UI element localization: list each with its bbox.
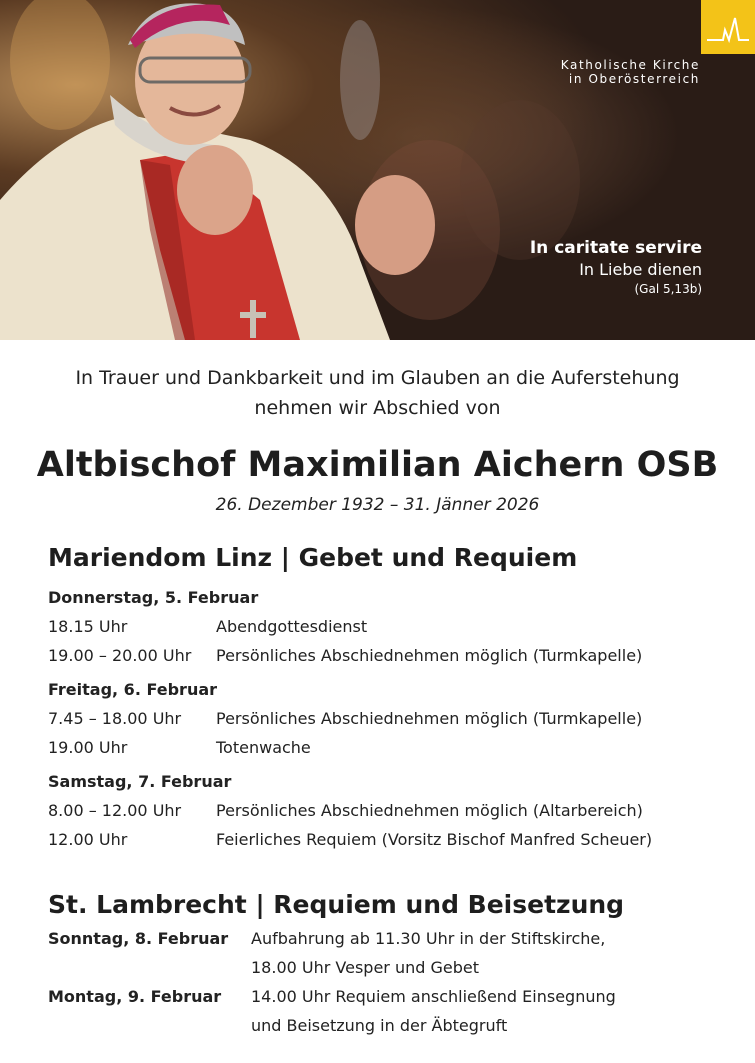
day-label: Sonntag, 8. Februar xyxy=(48,929,229,948)
schedule-day xyxy=(48,768,755,854)
schedule-time: 8.00 – 12.00 Uhr xyxy=(48,801,182,820)
schedule-row xyxy=(48,733,755,762)
day-label: Donnerstag, 5. Februar xyxy=(48,588,259,607)
motto xyxy=(530,237,702,297)
schedule-day xyxy=(48,676,755,762)
day-label: Samstag, 7. Februar xyxy=(48,772,232,791)
section-lambrecht xyxy=(0,888,755,1040)
schedule-entry xyxy=(48,982,755,1040)
schedule-text: Persönliches Abschiednehmen möglich (Altarbereich) xyxy=(216,801,643,820)
schedule-text: Abendgottesdienst xyxy=(216,617,368,636)
motto-latin: In caritate servire xyxy=(529,238,702,258)
brand-name xyxy=(561,58,700,86)
schedule-entry xyxy=(48,924,755,982)
schedule-time: 19.00 – 20.00 Uhr xyxy=(48,646,192,665)
schedule-day xyxy=(48,584,755,670)
intro-text xyxy=(0,363,755,423)
deceased-name: Altbischof Maximilian Aichern OSB xyxy=(36,445,719,485)
brand-line-2: in Oberösterreich xyxy=(568,72,700,86)
intro-line-1: In Trauer und Dankbarkeit und im Glauben an die Auferstehung xyxy=(75,367,680,389)
schedule-text: Persönliches Abschiednehmen möglich (Turmkapelle) xyxy=(216,646,643,665)
schedule-text: Totenwache xyxy=(216,738,311,757)
schedule-text: Persönliches Abschiednehmen möglich (Turmkapelle) xyxy=(216,709,643,728)
life-dates: 26. Dezember 1932 – 31. Jänner 2026 xyxy=(215,495,540,515)
schedule-time: 12.00 Uhr xyxy=(48,830,128,849)
day-label: Montag, 9. Februar xyxy=(48,987,222,1006)
header-photo xyxy=(0,0,755,340)
schedule-text: Feierliches Requiem (Vorsitz Bischof Manfred Scheuer) xyxy=(216,830,653,849)
schedule-row xyxy=(48,796,755,825)
schedule-row xyxy=(48,825,755,854)
church-logo-icon xyxy=(701,0,755,54)
brand-line-1: Katholische Kirche xyxy=(560,58,700,72)
church-logo xyxy=(701,0,755,54)
schedule-row xyxy=(48,641,755,670)
schedule-time: 18.15 Uhr xyxy=(48,617,128,636)
intro-line-2: nehmen wir Abschied von xyxy=(254,397,501,419)
day-label: Freitag, 6. Februar xyxy=(48,680,218,699)
schedule-time: 19.00 Uhr xyxy=(48,738,128,757)
section-linz xyxy=(0,541,755,854)
section-title-lambrecht: St. Lambrecht | Requiem und Beisetzung xyxy=(48,890,625,919)
schedule-time: 7.45 – 18.00 Uhr xyxy=(48,709,182,728)
entry-line: 14.00 Uhr Requiem anschließend Einsegnung xyxy=(251,987,616,1006)
motto-reference: (Gal 5,13b) xyxy=(634,282,702,296)
entry-line: 18.00 Uhr Vesper und Gebet xyxy=(251,958,479,977)
entry-line: Aufbahrung ab 11.30 Uhr in der Stiftskirche, xyxy=(251,929,606,948)
entry-line: und Beisetzung in der Äbtegruft xyxy=(251,1016,508,1035)
motto-german: In Liebe dienen xyxy=(579,260,702,279)
section-title-linz: Mariendom Linz | Gebet und Requiem xyxy=(48,543,578,572)
schedule-row xyxy=(48,704,755,733)
schedule-row xyxy=(48,612,755,641)
